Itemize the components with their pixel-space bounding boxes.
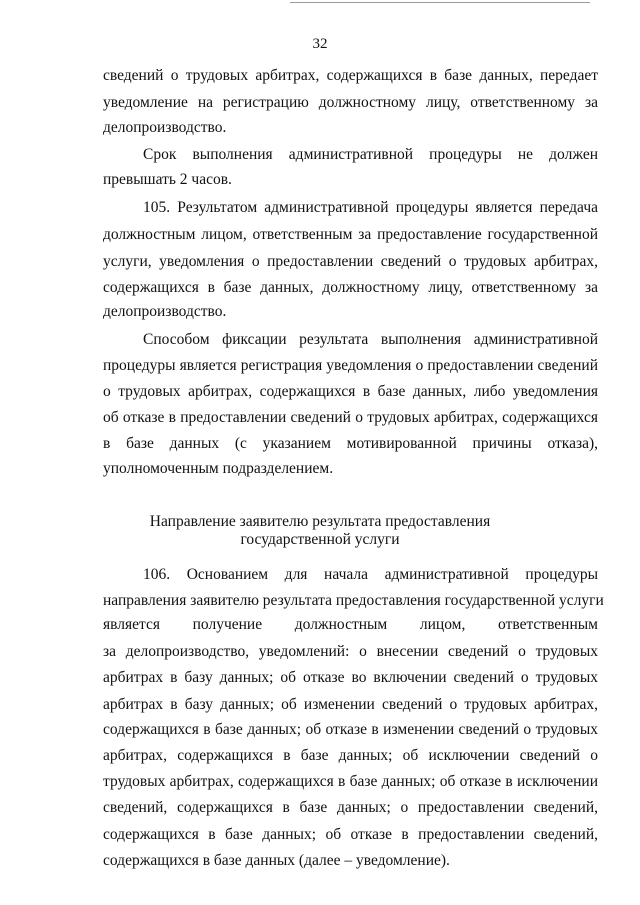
text-line: 105. Результатом административной процедуры является передача (143, 199, 598, 216)
text-line: содержащихся в базе данных, должностному лицу, ответственному за (103, 279, 598, 296)
text-line: арбитрах в базу данных; об отказе во включении сведений о трудовых (103, 669, 598, 686)
text-line: уполномоченным подразделением. (103, 460, 334, 477)
section-heading: Направление заявителю результата предоставления (149, 513, 491, 530)
text-line: арбитрах, содержащихся в базе данных; об исключении сведений о (103, 747, 598, 764)
text-line: о трудовых арбитрах, содержащихся в базе данных, либо уведомления (103, 383, 598, 400)
text-line: должностным лицом, ответственным за предоставление государственной (103, 226, 598, 243)
text-line: уведомление на регистрацию должностному лицу, ответственному за (103, 94, 598, 111)
top-border-line (290, 2, 590, 3)
text-line: процедуры является регистрация уведомления о предоставлении сведений (103, 357, 598, 374)
page-number: 32 (312, 36, 328, 52)
text-line: превышать 2 часов. (103, 171, 232, 188)
text-line: направления заявителю результата предоставления государственной услуги (103, 592, 604, 609)
text-line: за делопроизводство, уведомлений: о внесении сведений о трудовых (103, 643, 598, 660)
text-line: содержащихся в базе данных; об отказе в изменении сведений о трудовых (103, 721, 598, 738)
text-line: трудовых арбитрах, содержащихся в базе данных; об отказе в исключении (103, 773, 598, 790)
text-line: содержащихся в базе данных (далее – уведомление). (103, 852, 450, 869)
text-line: является получение должностным лицом, ответственным (103, 616, 598, 633)
text-line: арбитрах в базу данных; об изменении сведений о трудовых арбитрах, (103, 696, 598, 713)
text-line: Срок выполнения административной процедуры не должен (143, 146, 598, 163)
text-line: Способом фиксации результата выполнения административной (143, 331, 598, 348)
text-line: делопроизводство. (103, 303, 227, 320)
text-line: услуги, уведомления о предоставлении сведений о трудовых арбитрах, (103, 253, 598, 270)
text-line: сведений о трудовых арбитрах, содержащихся в базе данных, передает (103, 67, 598, 84)
text-line: 106. Основанием для начала административной процедуры (143, 566, 598, 583)
text-line: делопроизводство. (103, 119, 227, 136)
text-line: об отказе в предоставлении сведений о трудовых арбитрах, содержащихся (103, 409, 598, 426)
section-heading: государственной услуги (240, 531, 400, 548)
text-line: сведений, содержащихся в базе данных; о предоставлении сведений, (103, 799, 598, 816)
text-line: содержащихся в базе данных; об отказе в предоставлении сведений, (103, 826, 598, 843)
text-line: в базе данных (с указанием мотивированной причины отказа), (103, 435, 598, 452)
